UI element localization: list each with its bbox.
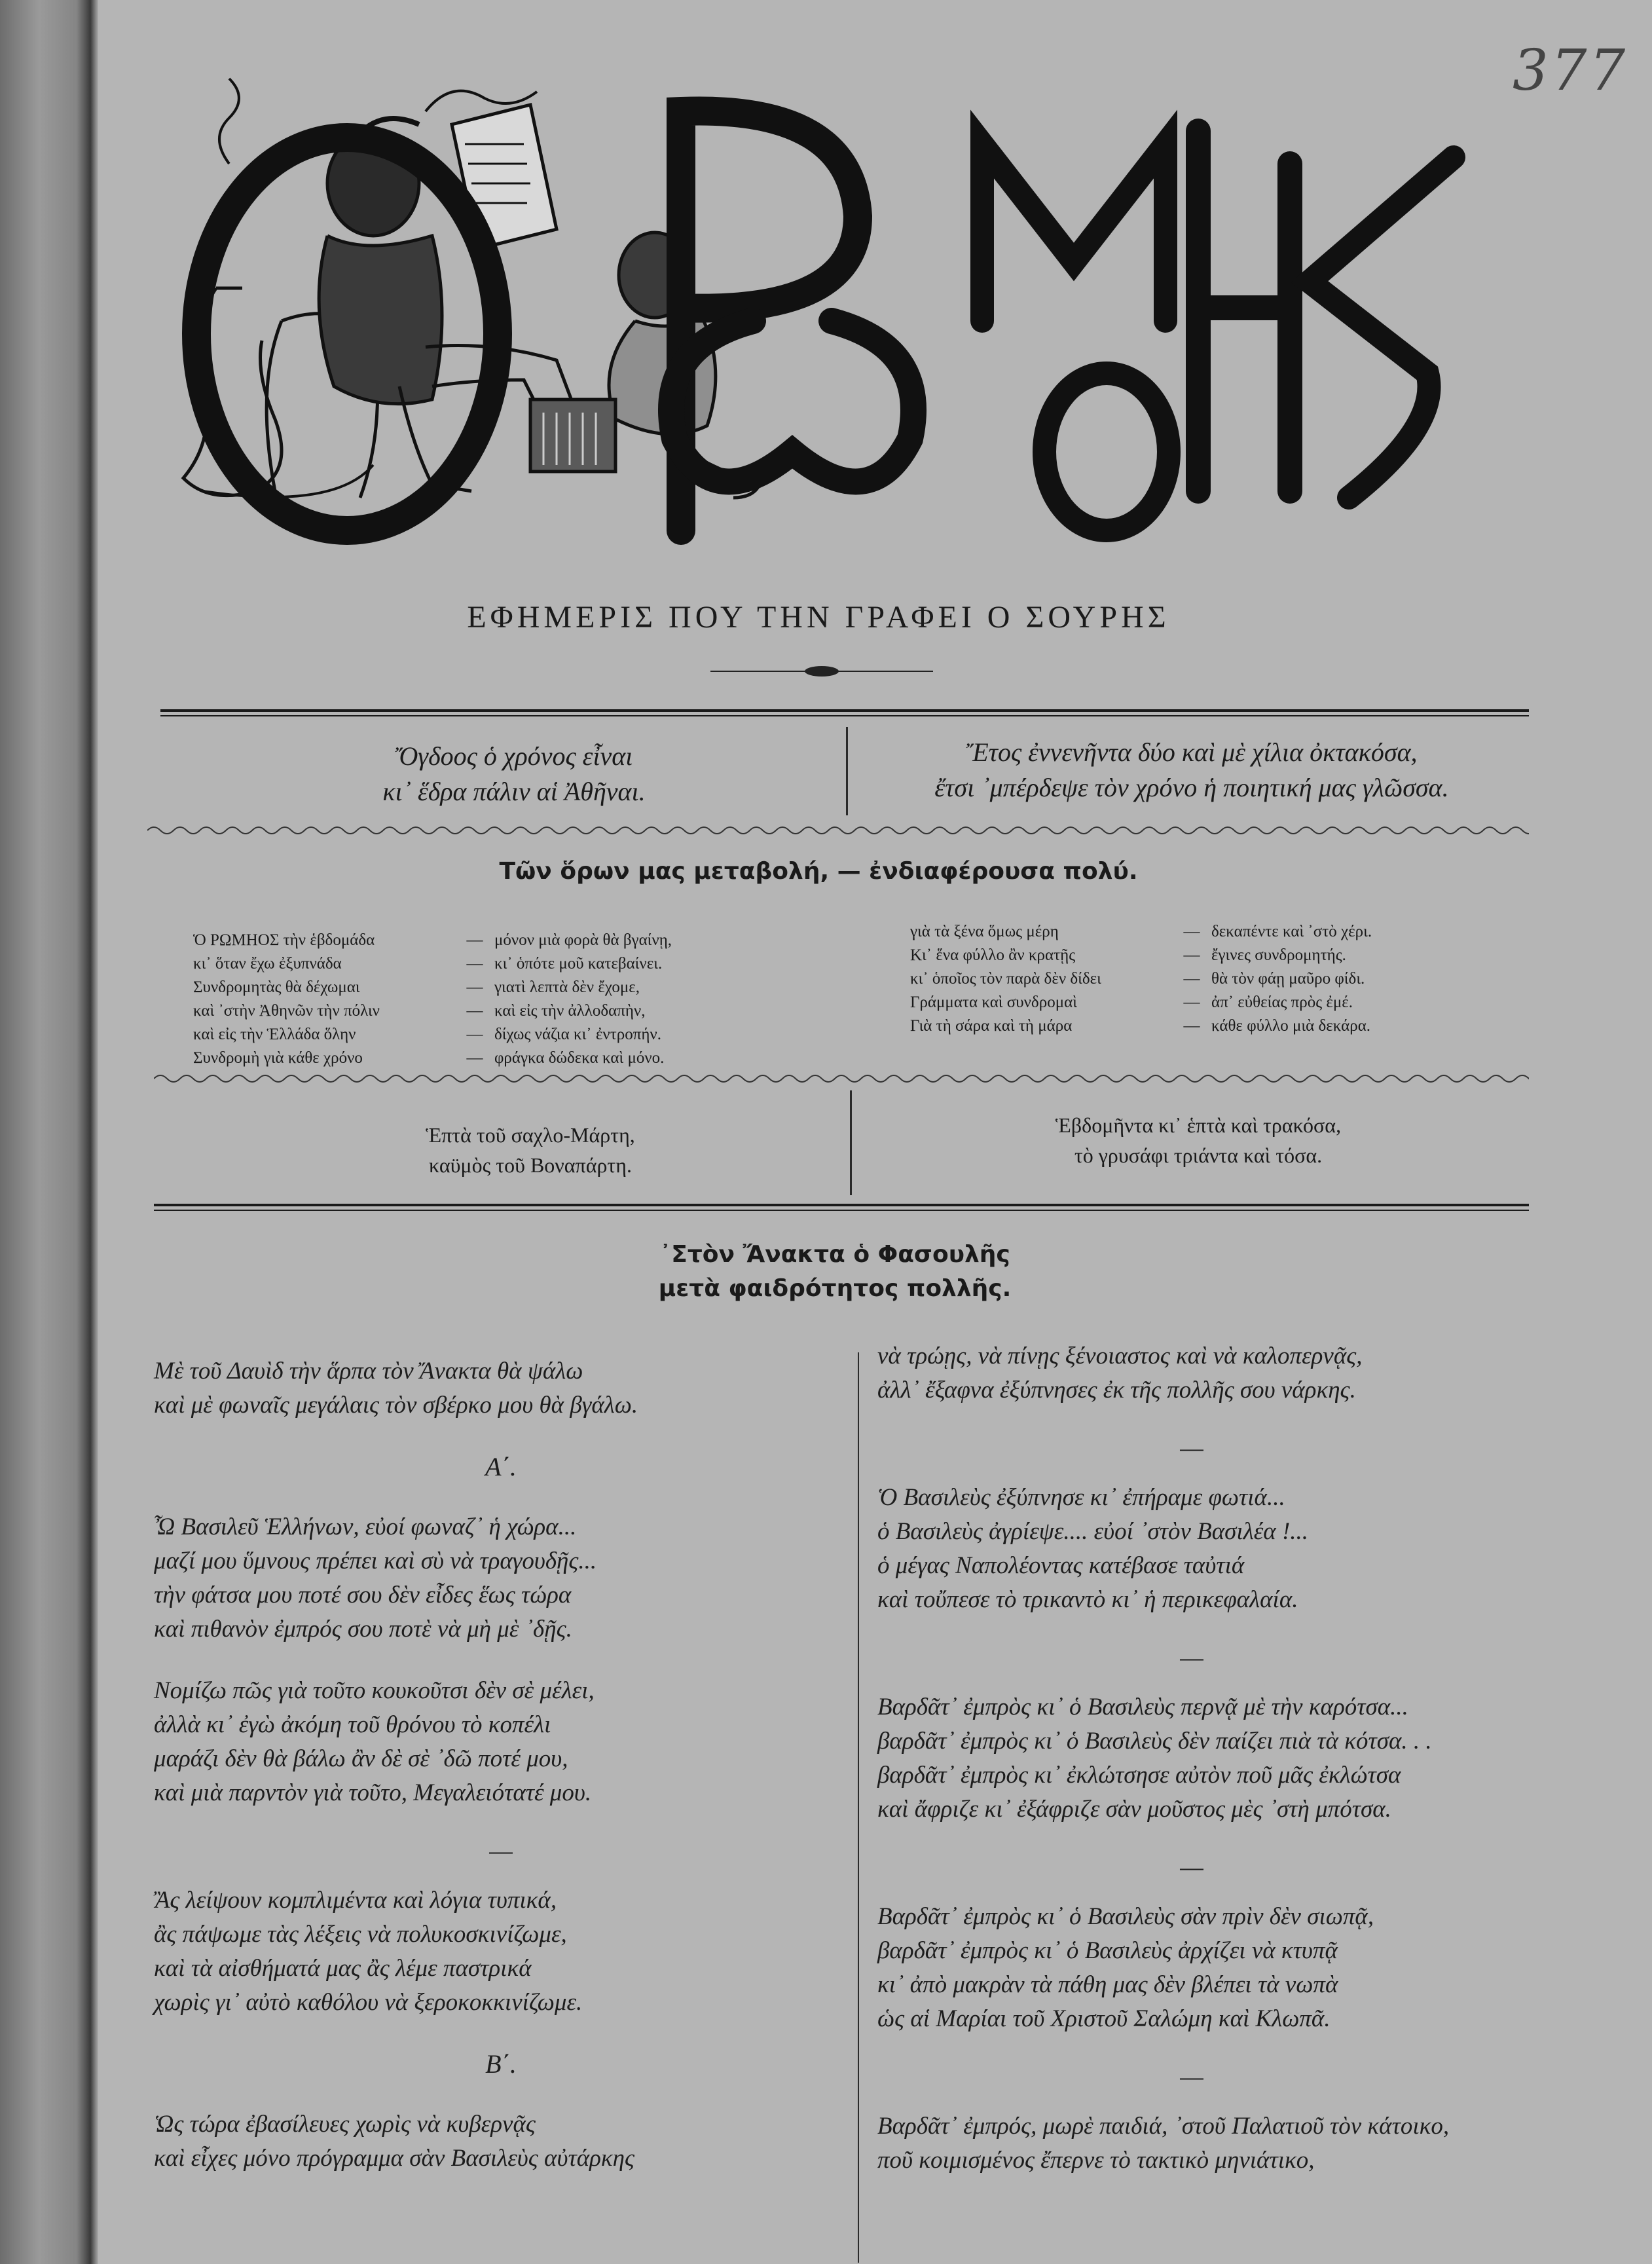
poem-line: ἀλλ᾽ ἔξαφνα ἐξύπνησες ἐκ τῆς πολλῆς σου νάρκης.: [877, 1377, 1356, 1403]
terms-cell: καὶ εἰς τὴν Ἑλλάδα ὅλην: [193, 1026, 356, 1043]
poem-stanza: [154, 2107, 848, 2176]
terms-dash: —: [466, 978, 483, 996]
poem-stanza: [154, 1354, 848, 1422]
poem-line: μαράζι δὲν θὰ βάλω ἂν δὲ σὲ ᾽δῶ ποτέ μου,: [154, 1745, 568, 1772]
poem-line: βαρδᾶτ᾽ ἐμπρὸς κι᾽ ὁ Βασιλεὺς ἀρχίζει νὰ κτυπᾷ: [877, 1937, 1338, 1964]
small-motto-left-line: καϋμὸς τοῦ Βοναπάρτη.: [428, 1153, 633, 1177]
terms-dash: —: [1183, 1017, 1200, 1035]
small-motto-right: [910, 1110, 1486, 1170]
terms-cell: φράγκα δώδεκα καὶ μόνο.: [494, 1049, 665, 1067]
poem-line: Μὲ τοῦ Δαυὶδ τὴν ἅρπα τὸν Ἄνακτα θὰ ψάλω: [154, 1358, 583, 1384]
motto-left-line: κι᾽ ἕδρα πάλιν αἱ Ἀθῆναι.: [382, 777, 646, 806]
motto-right-line: ἔτσι ᾽μπέρδεψε τὸν χρόνο ἡ ποιητική μας γλῶσσα.: [934, 773, 1449, 802]
poem-line: Ὦ Βασιλεῦ Ἑλλήνων, εὐοί φωναζ᾽ ἡ χώρα...: [154, 1513, 577, 1540]
motto-left-line: Ὄγδοος ὁ χρόνος εἶναι: [395, 741, 633, 771]
terms-row: [910, 1014, 1372, 1038]
poem-line: Ἂς λείψουν κομπλιμέντα καὶ λόγια τυπικά,: [154, 1887, 557, 1914]
terms-cell: καὶ εἰς τὴν ἀλλοδαπὴν,: [494, 1002, 646, 1020]
poem-stanza: [877, 2109, 1506, 2178]
poem-line: ποῦ κοιμισμένος ἔπερνε τὸ τακτικὸ μηνιάτικο,: [877, 2147, 1315, 2174]
terms-dash: —: [1183, 923, 1200, 940]
poem-line: καὶ τὰ αἰσθήματά μας ἂς λέμε παστρικά: [154, 1955, 532, 1982]
masthead: [177, 72, 1480, 550]
small-motto-right-line: τὸ γρυσάφι τριάντα καὶ τόσα.: [1074, 1143, 1323, 1167]
terms-dash: —: [466, 1049, 483, 1067]
small-motto-right-line: Ἑβδομῆντα κι᾽ ἑπτὰ καὶ τρακόσα,: [1055, 1113, 1342, 1137]
poem-line: ὁ μέγας Ναπολέοντας κατέβασε ταὐτιά: [877, 1552, 1245, 1579]
motto-right-line: Ἔτος ἐννενῆντα δύο καὶ μὲ χίλια ὀκτακόσα,: [966, 737, 1418, 767]
terms-right: [910, 920, 1372, 1038]
poem-line: ἀλλὰ κι᾽ ἐγὼ ἀκόμη τοῦ θρόνου τὸ κοπέλι: [154, 1711, 551, 1738]
terms-cell: κι᾽ ὁποῖος τὸν παρὰ δὲν δίδει: [910, 970, 1101, 988]
terms-cell: θὰ τὸν φάῃ μαῦρο φίδι.: [1211, 970, 1365, 988]
poem-stanza: [877, 1339, 1506, 1407]
terms-row: [193, 976, 672, 999]
poem-line: Ὁ Βασιλεὺς ἐξύπνησε κι᾽ ἐπήραμε φωτιά...: [877, 1484, 1285, 1511]
poem-line: Βαρδᾶτ᾽ ἐμπρός, μωρὲ παιδιά, ᾽στοῦ Παλατιοῦ τὸν κάτοικο,: [877, 2113, 1450, 2140]
mid-rule: [154, 1204, 1529, 1206]
terms-row: [193, 1023, 672, 1047]
poem-line: βαρδᾶτ᾽ ἐμπρὸς κι᾽ ἐκλώτσησε αὐτὸν ποῦ μᾶς ἐκλώτσα: [877, 1762, 1401, 1789]
terms-cell: κι᾽ ὁπότε μοῦ κατεβαίνει.: [494, 955, 663, 973]
small-motto-divider: [850, 1090, 852, 1195]
terms-dash: —: [1183, 970, 1200, 988]
poem-line: ὁ Βασιλεὺς ἀγρίεψε.... εὐοί ᾽στὸν Βασιλέα !...: [877, 1518, 1309, 1545]
terms-cell: δεκαπέντε καὶ ᾽στὸ χέρι.: [1211, 923, 1372, 940]
terms-cell: ἀπ᾽ εὐθείας πρὸς ἐμέ.: [1211, 993, 1353, 1011]
article-title-line: μετὰ φαιδρότητος πολλῆς.: [658, 1275, 1012, 1302]
stanza-separator: —: [1180, 2062, 1203, 2091]
terms-cell: Γράμματα καὶ συνδρομαὶ: [910, 993, 1077, 1011]
terms-row: [193, 1047, 672, 1070]
terms-row: [910, 991, 1372, 1014]
terms-cell: δίχως νάζια κι᾽ ἐντροπήν.: [494, 1026, 661, 1043]
motto-divider: [846, 727, 848, 815]
terms-row: [193, 952, 672, 976]
stanza-separator: —: [1180, 1642, 1203, 1672]
book-spine: [0, 0, 98, 2264]
terms-cell: Ὁ ΡΩΜΗΟΣ τὴν ἑβδομάδα: [193, 931, 375, 949]
article-title: [458, 1238, 1211, 1306]
terms-cell: γιὰ τὰ ξένα ὅμως μέρη: [910, 923, 1059, 940]
masthead-subtitle: ΕΦΗΜΕΡΙΣ ΠΟΥ ΤΗΝ ΓΡΑΦΕΙ Ο ΣΟΥΡΗΣ: [467, 600, 1170, 635]
top-rule: [160, 709, 1529, 712]
terms-dash: —: [1183, 993, 1200, 1011]
poem-line: μαζί μου ὕμνους πρέπει καὶ σὺ νὰ τραγουδῇς...: [154, 1548, 597, 1574]
terms-dash: —: [466, 955, 483, 973]
terms-left: [193, 929, 672, 1070]
wavy-divider: [154, 1072, 1529, 1085]
poem-line: Νομίζω πῶς γιὰ τοῦτο κουκοῦτσι δὲν σὲ μέλει,: [154, 1677, 595, 1704]
terms-cell: Συνδρομητὰς θὰ δέχωμαι: [193, 978, 360, 996]
poem-line: χωρὶς γι᾽ αὐτὸ καθόλου νὰ ξεροκοκκινίζωμε.: [154, 1989, 583, 2016]
terms-row: [193, 999, 672, 1023]
terms-cell: ἔγινες συνδρομητής.: [1211, 946, 1346, 964]
terms-cell: γιατὶ λεπτὰ δὲν ἔχομε,: [494, 978, 640, 996]
terms-dash: —: [466, 931, 483, 949]
terms-dash: —: [466, 1002, 483, 1020]
terms-cell: Συνδρομὴ γιὰ κάθε χρόνο: [193, 1049, 363, 1067]
poem-line: κι᾽ ἀπὸ μακρὰν τὰ πάθη μας δὲν βλέπει τὰ νωπὰ: [877, 1971, 1338, 1998]
terms-dash: —: [466, 1026, 483, 1043]
terms-row: [910, 967, 1372, 991]
terms-row: [910, 944, 1372, 967]
poem-line: Ὡς τώρα ἐβασίλευες χωρὶς νὰ κυβερνᾷς: [154, 2111, 536, 2138]
terms-cell: μόνον μιὰ φορὰ θὰ βγαίνῃ,: [494, 931, 672, 949]
poem-line: ὡς αἱ Μαρίαι τοῦ Χριστοῦ Σαλώμη καὶ Κλωπᾶ.: [877, 2005, 1331, 2032]
terms-row: [910, 920, 1372, 944]
section-label: Α΄.: [485, 1452, 517, 1481]
poem-stanza: [877, 1481, 1506, 1617]
page-number: 377: [1513, 38, 1628, 103]
terms-cell: Κι᾽ ἕνα φύλλο ἂν κρατῇς: [910, 946, 1076, 964]
poem-line: νὰ τρώῃς, νὰ πίνῃς ξένοιαστος καὶ νὰ καλοπερνᾷς,: [877, 1343, 1363, 1369]
poem-stanza: [877, 1690, 1506, 1827]
poem-line: καὶ μὲ φωναῖς μεγάλαις τὸν σβέρκο μου θὰ βγάλω.: [154, 1392, 638, 1419]
poem-stanza: [877, 1900, 1506, 2036]
terms-cell: κι᾽ ὅταν ἔχω ἐξυπνάδα: [193, 955, 342, 973]
small-motto-left: [236, 1120, 825, 1180]
top-rule-thin: [160, 715, 1529, 716]
terms-dash: —: [1183, 946, 1200, 964]
poem-right-column: [877, 1339, 1506, 2205]
poem-line: καὶ πιθανὸν ἐμπρός σου ποτὲ νὰ μὴ μὲ ᾽δῇς.: [154, 1616, 572, 1642]
section-label: Β΄.: [485, 2049, 517, 2079]
small-motto-left-line: Ἑπτὰ τοῦ σαχλο-Μάρτη,: [426, 1123, 635, 1147]
stanza-separator: —: [1180, 1433, 1203, 1462]
stanza-separator: —: [1180, 1852, 1203, 1882]
terms-heading: Τῶν ὅρων μας μεταβολή, — ἐνδιαφέρουσα πολύ.: [499, 858, 1138, 885]
subtitle-flourish: [710, 661, 933, 681]
terms-cell: κάθε φύλλο μιὰ δεκάρα.: [1211, 1017, 1371, 1035]
poem-line: Βαρδᾶτ᾽ ἐμπρὸς κι᾽ ὁ Βασιλεὺς σὰν πρὶν δὲν σιωπᾷ,: [877, 1903, 1374, 1930]
poem-line: καὶ μιὰ παρντὸν γιὰ τοῦτο, Μεγαλειότατέ μου.: [154, 1779, 592, 1806]
terms-cell: Γιὰ τὴ σάρα καὶ τὴ μάρα: [910, 1017, 1073, 1035]
poem-stanza: [154, 1674, 848, 1810]
motto-left: [236, 739, 792, 809]
poem-line: τὴν φάτσα μου ποτέ σου δὲν εἶδες ἕως τώρα: [154, 1582, 572, 1608]
poem-line: βαρδᾶτ᾽ ἐμπρὸς κι᾽ ὁ Βασιλεὺς δὲν παίζει πιὰ τὰ κότσα. . .: [877, 1728, 1432, 1754]
poem-line: ἂς πάψωμε τὰς λέξεις νὰ πολυκοσκινίζωμε,: [154, 1921, 567, 1948]
motto-right: [858, 735, 1526, 806]
mid-rule-thin: [154, 1210, 1529, 1211]
poem-left-column: [154, 1354, 848, 2203]
poem-line: καὶ ἄφριζε κι᾽ ἐξάφριζε σὰν μοῦστος μὲς ᾽στὴ μπότσα.: [877, 1796, 1391, 1823]
column-divider: [858, 1352, 859, 2263]
poem-line: Βαρδᾶτ᾽ ἐμπρὸς κι᾽ ὁ Βασιλεὺς περνᾷ μὲ τὴν καρότσα...: [877, 1694, 1408, 1720]
terms-row: [193, 929, 672, 952]
terms-cell: καὶ ᾽στὴν Ἀθηνῶν τὴν πόλιν: [193, 1002, 380, 1020]
poem-stanza: [154, 1884, 848, 2020]
stanza-separator: —: [489, 1836, 513, 1865]
article-title-line: ᾽Στὸν Ἄνακτα ὁ Φασουλῆς: [659, 1241, 1010, 1268]
poem-line: καὶ εἶχες μόνο πρόγραμμα σὰν Βασιλεὺς αὐτάρκης: [154, 2145, 635, 2172]
poem-line: καὶ τοὔπεσε τὸ τρικαντὸ κι᾽ ἡ περικεφαλαία.: [877, 1586, 1298, 1613]
poem-stanza: [154, 1510, 848, 1646]
wavy-divider: [147, 824, 1529, 837]
